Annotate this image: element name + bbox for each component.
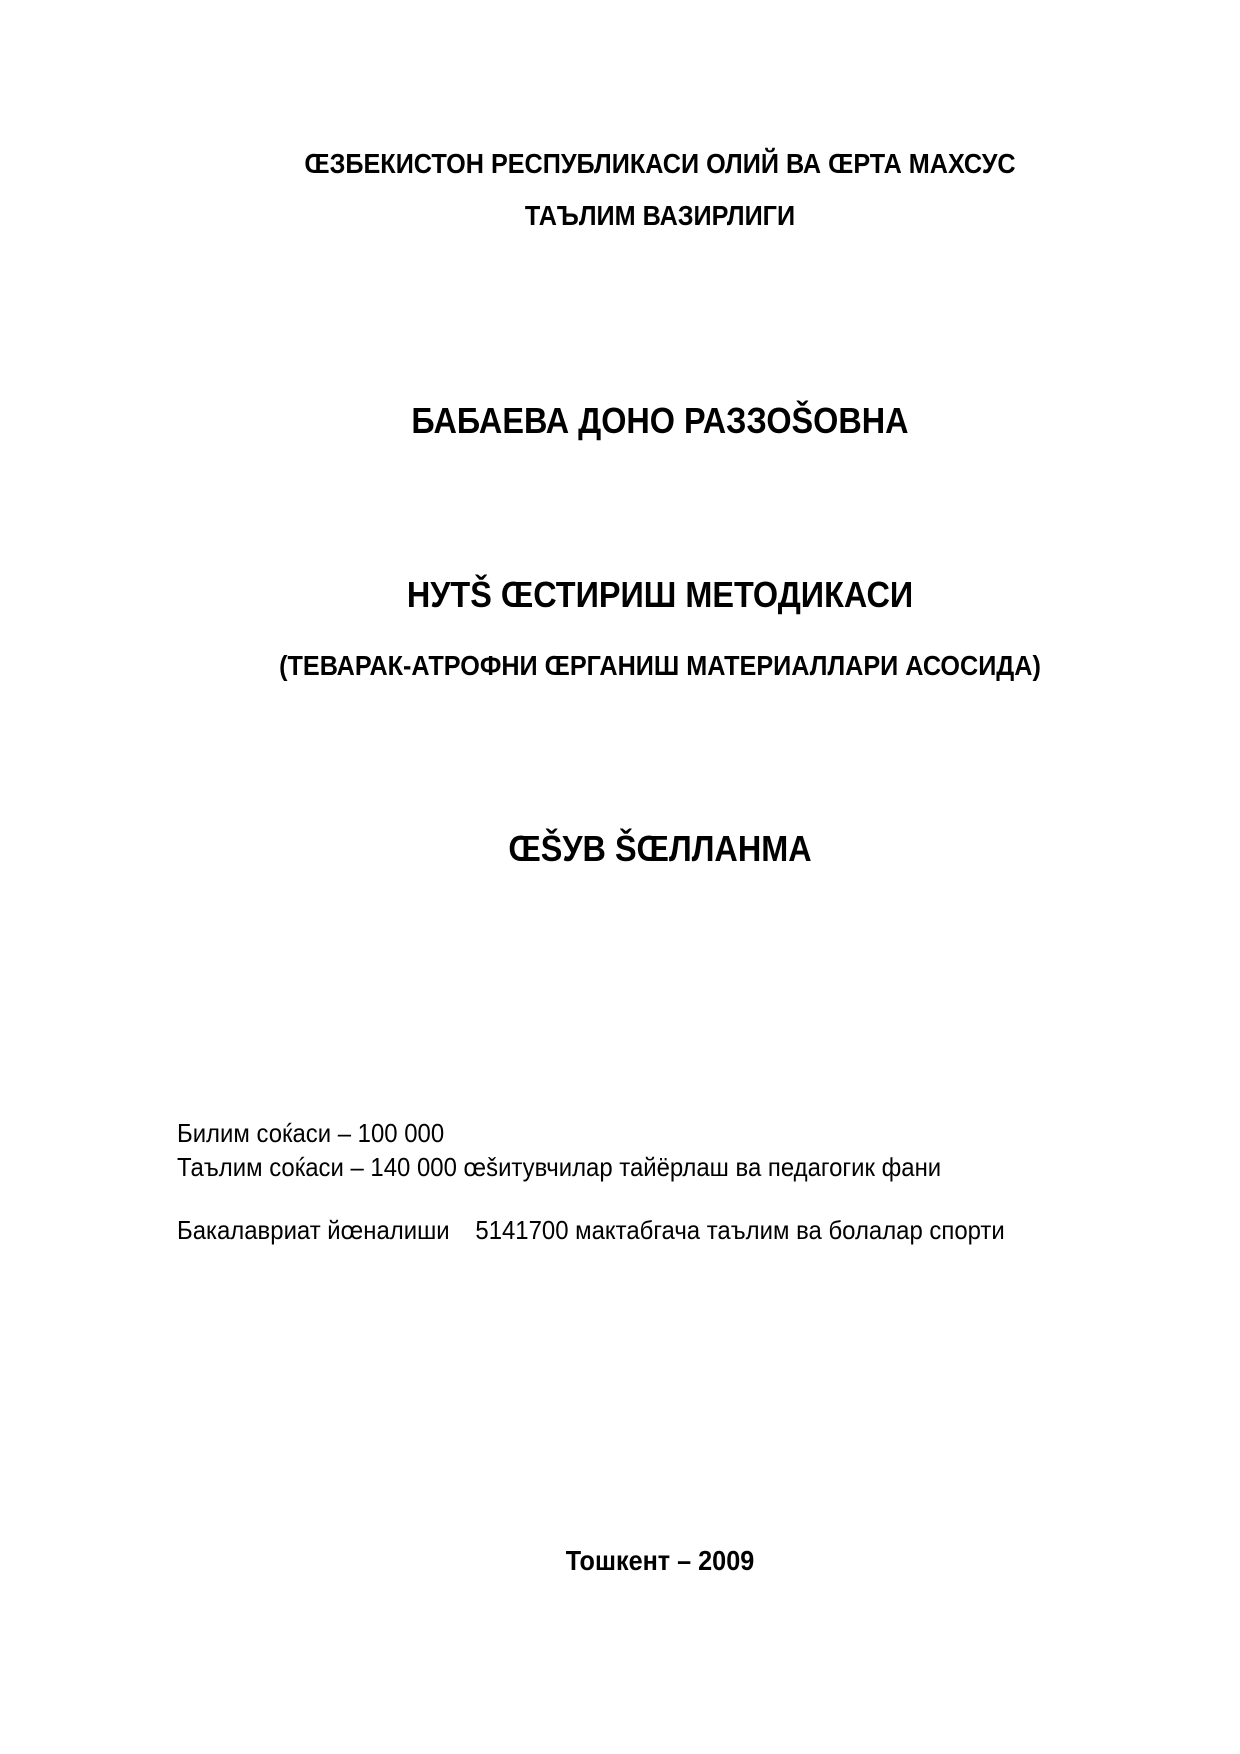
ministry-name-line2: ТАЪЛИМ ВАЗИРЛИГИ bbox=[524, 200, 796, 231]
ministry-name-line1: ŒЗБЕКИСТОН РЕСПУБЛИКАСИ ОЛИЙ ВА ŒРТА МАХСУС bbox=[304, 148, 1016, 179]
book-subtitle: (ТЕВАРАК-АТРОФНИ ŒРГАНИШ МАТЕРИАЛЛАРИ АСОСИДА) bbox=[279, 650, 1041, 681]
bachelor-direction-label: Бакалавриат йœналиши bbox=[177, 1215, 450, 1245]
education-area-line: Таълим соќаси – 140 000 œšитувчилар тайёрлаш ва педагогик фани bbox=[177, 1152, 942, 1182]
author-name: БАБАЕВА ДОНО РАЗЗОŠОВНА bbox=[411, 400, 909, 441]
knowledge-area-line: Билим соќаси – 100 000 bbox=[177, 1118, 445, 1148]
city-year: Тошкент – 2009 bbox=[565, 1545, 755, 1576]
book-title: НУТŠ ŒСТИРИШ МЕТОДИКАСИ bbox=[406, 574, 914, 615]
book-type: ŒŠУВ ŠŒЛЛАНМА bbox=[508, 828, 812, 869]
bachelor-direction-value: 5141700 мактабгача таълим ва болалар спорти bbox=[475, 1215, 1005, 1245]
bachelor-direction-line bbox=[177, 1215, 1005, 1246]
